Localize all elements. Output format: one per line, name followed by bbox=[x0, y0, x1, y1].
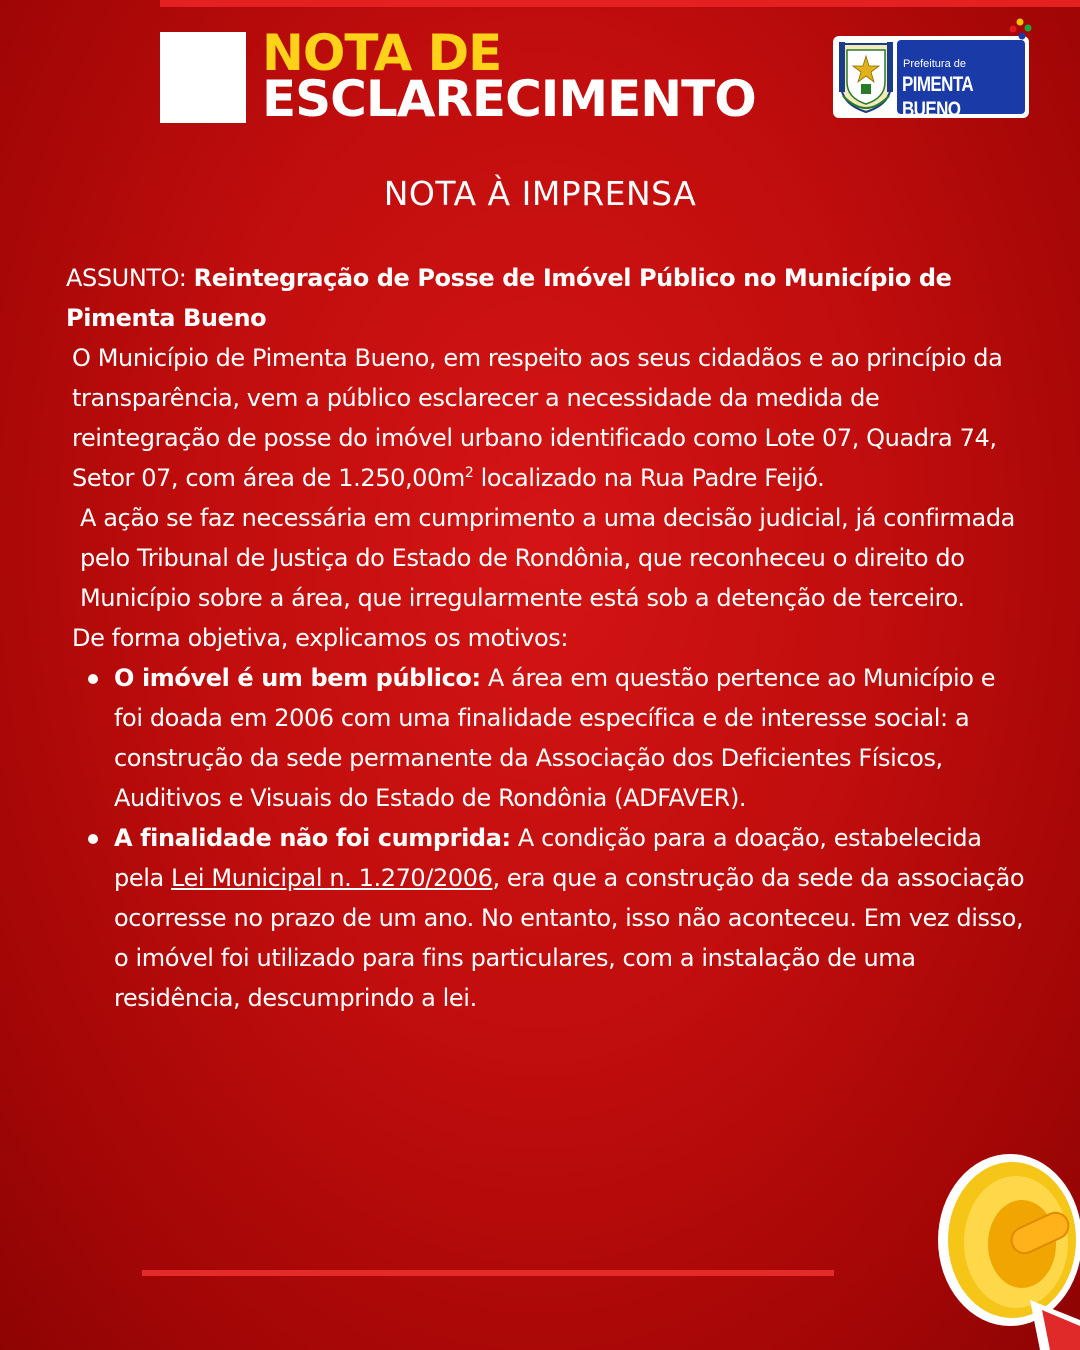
megaphone-icon bbox=[930, 1150, 1080, 1350]
paragraph-1 bbox=[66, 338, 1026, 498]
bullet-1-heading: O imóvel é um bem público: bbox=[114, 664, 481, 692]
area-unit-superscript: 2 bbox=[464, 465, 474, 481]
page-title bbox=[262, 24, 756, 128]
subject-text: Reintegração de Posse de Imóvel Público no Município de Pimenta Bueno bbox=[66, 264, 952, 332]
list-item bbox=[66, 818, 1026, 1018]
top-decorative-rule bbox=[160, 0, 1080, 7]
paragraph-2: A ação se faz necessária em cumprimento a uma decisão judicial, já confirmada pelo Tribunal de Justiça do Estado de Rondônia, que reconheceu o direito do Município sobre a área, que irregularmente está sob a detenção de terceiro. bbox=[80, 504, 1015, 612]
reasons-list bbox=[66, 658, 1026, 1018]
logo-dots-icon bbox=[1008, 16, 1034, 48]
bullet-1-text: A área em questão pertence ao Município e foi doada em 2006 com uma finalidade específica e de interesse social: a construção da sede permanente da Associação dos Deficientes Físicos, Auditivos e Visuais do Estado de Rondônia (ADFAVER). bbox=[114, 664, 996, 812]
title-line-1: NOTA DE bbox=[262, 24, 502, 82]
list-item bbox=[66, 658, 1026, 818]
title-line-2: ESCLARECIMENTO bbox=[262, 70, 756, 128]
bullet-2-text-end: , era que a construção da sede da associação ocorresse no prazo de um ano. No entanto, isso não aconteceu. Em vez disso, o imóvel foi utilizado para fins particulares, com a instalação de uma residência, descumprindo a lei. bbox=[114, 864, 1025, 1012]
press-note-body bbox=[66, 258, 1026, 1018]
bullet-2-text-start: A condição para a doação, estabelecida pela bbox=[114, 824, 982, 892]
paragraph-3: De forma objetiva, explicamos os motivos: bbox=[72, 624, 569, 652]
paragraph-1-end: localizado na Rua Padre Feijó. bbox=[473, 464, 825, 492]
prefeitura-logo bbox=[833, 36, 1029, 121]
bullet-2-heading: A finalidade não foi cumprida: bbox=[114, 824, 511, 852]
header-white-square bbox=[160, 32, 246, 123]
logo-prefix: Prefeitura de bbox=[903, 58, 966, 70]
bottom-decorative-rule bbox=[142, 1270, 834, 1276]
logo-city-name: PIMENTA BUENO bbox=[902, 72, 973, 121]
coat-of-arms-icon bbox=[835, 38, 897, 116]
subject-label: ASSUNTO: bbox=[66, 264, 194, 292]
law-link[interactable]: Lei Municipal n. 1.270/2006 bbox=[171, 864, 493, 892]
press-note-subtitle: NOTA À IMPRENSA bbox=[383, 174, 697, 213]
paragraph-1-text: O Município de Pimenta Bueno, em respeito aos seus cidadãos e ao princípio da transparência, vem a público esclarecer a necessidade da medida de reintegração de posse do imóvel urbano identificado como Lote 07, Quadra 74, Setor 07, com área de 1.250,00m bbox=[72, 344, 1003, 492]
subject-line bbox=[66, 258, 1026, 338]
